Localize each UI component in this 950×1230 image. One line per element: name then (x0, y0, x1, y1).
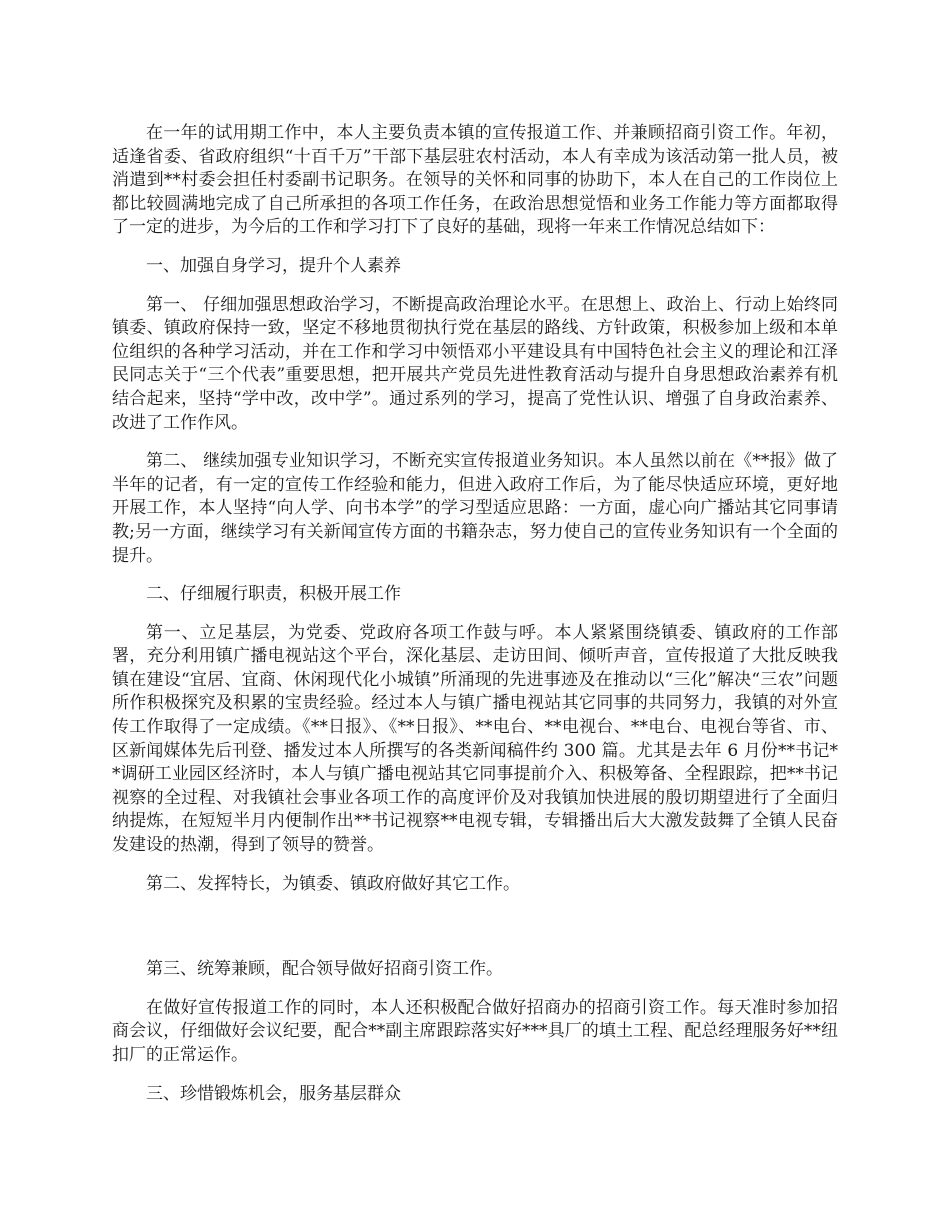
document-body (112, 122, 838, 1121)
paragraph-study-politics: 第一、 仔细加强思想政治学习，不断提高政治理论水平。在思想上、政治上、行动上始终同镇委、镇政府保持一致，坚定不移地贯彻执行党在基层的路线、方针政策，积极参加上级和本单位组织的各种学习活动，并在工作和学习中领悟邓小平建设具有中国特色社会主义的理论和江泽民同志关于“三个代表”重要思想，把开展共产党员先进性教育活动与提升自身思想政治素养有机结合起来，坚持“学中改，改中学”。通过系列的学习，提高了党性认识、增强了自身政治素养、改进了工作作风。 (112, 294, 838, 433)
paragraph-grassroots-publicity: 第一、立足基层，为党委、党政府各项工作鼓与呼。本人紧紧围绕镇委、镇政府的工作部署，充分利用镇广播电视站这个平台，深化基层、走访田间、倾听声音，宣传报道了大批反映我镇在建设“宜居、宜商、休闲现代化小城镇”所涌现的先进事迹及在推动以“三化”解决“三农”问题所作积极探究及积累的宝贵经验。经过本人与镇广播电视站其它同事的共同努力，我镇的对外宣传工作取得了一定成绩。《**日报》、《**日报》、**电台、**电视台、**电台、电视台等省、市、区新闻媒体先后刊登、播发过本人所撰写的各类新闻稿件约 300 篇。尤其是去年 6 月份**书记**调研工业园区经济时，本人与镇广播电视站其它同事提前介入、积极筹备、全程跟踪，把**书记视察的全过程、对我镇社会事业各项工作的高度评价及对我镇加快进展的殷切期望进行了全面归纳提炼，在短短半月内便制作出**书记视察**电视专辑，专辑播出后大大激发鼓舞了全镇人民奋发建设的热潮，得到了领导的赞誉。 (112, 622, 838, 856)
paragraph-other-work: 第二、发挥特长，为镇委、镇政府做好其它工作。 (146, 873, 520, 894)
paragraph-study-professional: 第二、 继续加强专业知识学习，不断充实宣传报道业务知识。本人虽然以前在《**报》做了半年的记者，有一定的宣传工作经验和能力，但进入政府工作后，为了能尽快适应环境，更好地开展工作，本人坚持“向人学、向书本学”的学习型适应思路：一方面，虚心向广播站其它同事请教;另一方面，继续学习有关新闻宣传方面的书籍杂志，努力使自己的宣传业务知识有一个全面的提升。 (112, 451, 838, 566)
paragraph-investment-heading: 第三、统筹兼顾，配合领导做好招商引资工作。 (146, 959, 503, 980)
blank-spacer (112, 911, 838, 958)
paragraph-investment: 在做好宣传报道工作的同时，本人还积极配合做好招商办的招商引资工作。每天准时参加招商会议，仔细做好会议纪要，配合**副主席跟踪落实好***具厂的填土工程、配总经理服务好**纽扣厂的正常运作。 (112, 997, 838, 1065)
section-heading-3: 三、珍惜锻炼机会，服务基层群众 (146, 1083, 401, 1104)
intro-paragraph: 在一年的试用期工作中，本人主要负责本镇的宣传报道工作、并兼顾招商引资工作。年初，适逢省委、省政府组织“十百千万”干部下基层驻农村活动，本人有幸成为该活动第一批人员，被消遣到**村委会担任村委副书记职务。在领导的关怀和同事的协助下，本人在自己的工作岗位上都比较圆满地完成了自己所承担的各项工作任务，在政治思想觉悟和业务工作能力等方面都取得了一定的进步，为今后的工作和学习打下了良好的基础，现将一年来工作情况总结如下： (112, 123, 838, 238)
section-heading-2: 二、仔细履行职责，积极开展工作 (146, 584, 401, 605)
section-heading-1: 一、加强自身学习，提升个人素养 (146, 255, 401, 276)
